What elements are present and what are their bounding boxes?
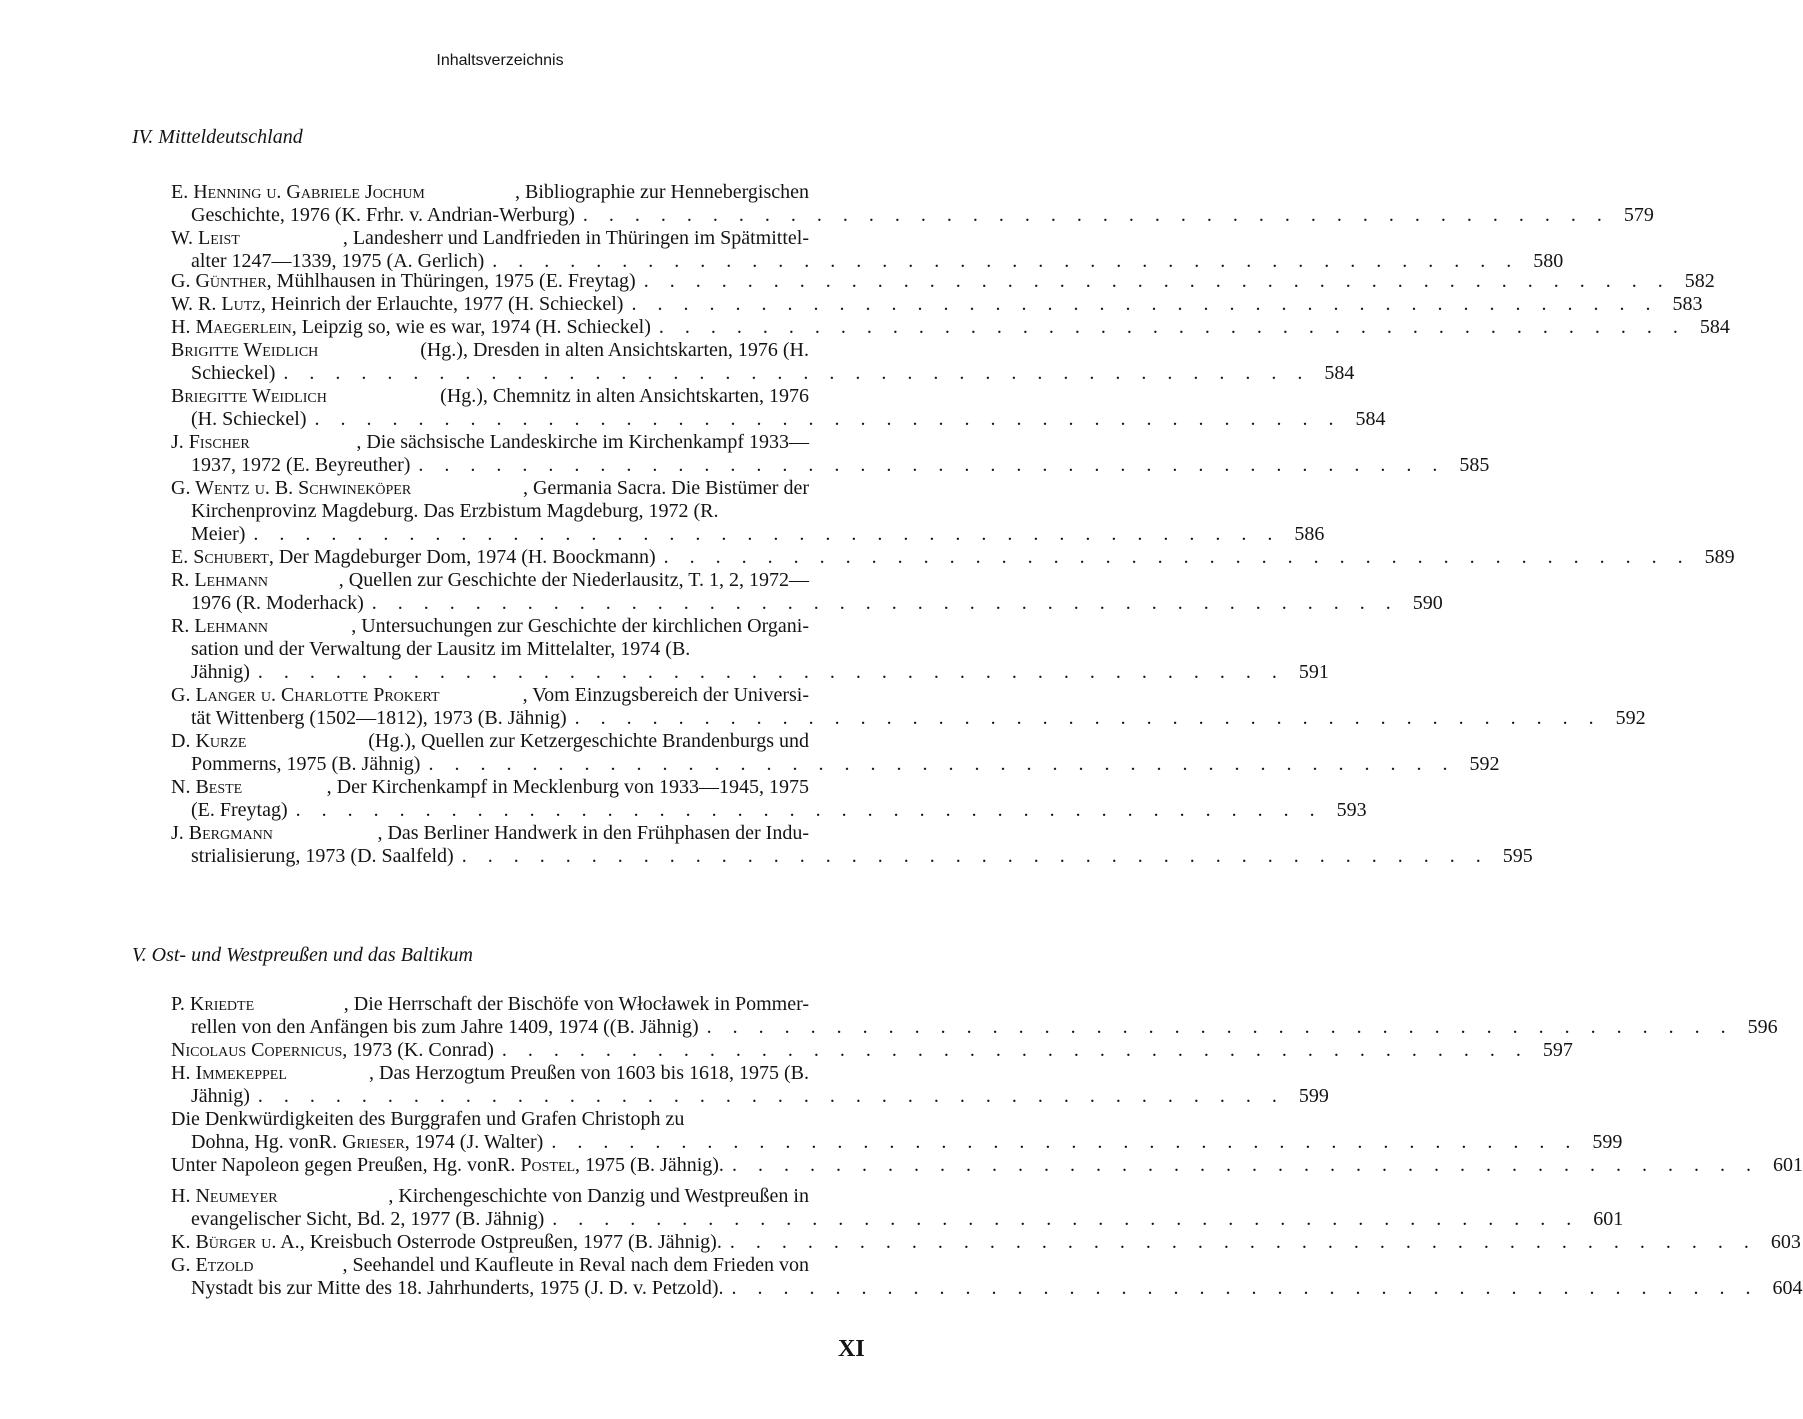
entry-title: , Seehandel und Kaufleute in Reval nach dem Frieden von <box>342 1254 809 1276</box>
entry-title-cont: , 1974 (J. Walter) <box>404 1131 544 1153</box>
toc-entry-line <box>171 615 871 638</box>
entry-page-number: 593 <box>1336 799 1367 821</box>
entry-author: W. Leist <box>171 227 240 249</box>
toc-entry-line <box>171 1108 871 1131</box>
dot-leader: . . . . . . . . . . . . . . . . . . . . . . . . . . . . . . . . . . . . . . . . <box>492 250 1520 272</box>
dot-leader: . . . . . . . . . . . . . . . . . . . . . . . . . . . . . . . . . . . . . . . . <box>314 408 1342 430</box>
toc-entry-line <box>171 1154 1803 1177</box>
entry-page-number: 582 <box>1684 270 1715 292</box>
entry-title: , Landesherr und Landfrieden in Thüringen im Spätmittel- <box>342 227 809 249</box>
entry-title: (Hg.), Quellen zur Ketzergeschichte Brandenburgs und <box>368 730 809 752</box>
section-heading-iv: IV. Mitteldeutschland <box>132 126 303 148</box>
toc-entry-line <box>171 408 1386 431</box>
dot-leader: . . . . . . . . . . . . . . . . . . . . . . . . . . . . . . . . . . . . . . . . <box>658 316 1686 338</box>
entry-page-number: 585 <box>1459 454 1490 476</box>
toc-entry[interactable] <box>171 822 1533 868</box>
entry-title: , Der Magdeburger Dom, 1974 (H. Boockmann) <box>268 546 656 568</box>
entry-title-cont: Meier) <box>191 523 246 545</box>
entry-page-number: 592 <box>1615 707 1646 729</box>
entry-title: , Die sächsische Landeskirche im Kirchenkampf 1933— <box>356 431 809 453</box>
entry-title-cont: Schieckel) <box>191 362 276 384</box>
entry-page-number: 590 <box>1412 592 1443 614</box>
toc-entry-line <box>171 523 1325 546</box>
entry-page-number: 604 <box>1772 1277 1803 1299</box>
entry-author: Briegitte Weidlich <box>171 385 327 407</box>
toc-entry[interactable] <box>171 1062 1329 1108</box>
entry-author: N. Beste <box>171 776 243 798</box>
entry-page-number: 599 <box>1592 1131 1623 1153</box>
toc-entry[interactable] <box>171 181 1654 227</box>
entry-page-number: 603 <box>1770 1231 1801 1253</box>
entry-author: R. Lehmann <box>171 569 268 591</box>
toc-entry[interactable] <box>171 431 1490 477</box>
toc-entry-line <box>171 822 871 845</box>
dot-leader: . . . . . . . . . . . . . . . . . . . . . . . . . . . . . . . . . . . . . . . . <box>418 454 1446 476</box>
toc-entry-line <box>171 569 871 592</box>
toc-entry-line <box>171 477 871 500</box>
entry-title-cont: Nystadt bis zur Mitte des 18. Jahrhunderts, 1975 (J. D. v. Petzold). <box>191 1277 724 1299</box>
toc-entry[interactable] <box>171 993 1778 1039</box>
dot-leader: . . . . . . . . . . . . . . . . . . . . . . . . . . . . . . . . . . . . . . . . <box>461 845 1489 867</box>
dot-leader: . . . . . . . . . . . . . . . . . . . . . . . . . . . . . . . . . . . . . . . . <box>643 270 1671 292</box>
entry-page-number: 584 <box>1355 408 1386 430</box>
dot-leader: . . . . . . . . . . . . . . . . . . . . . . . . . . . . . . . . . . . . . . . . <box>631 293 1659 315</box>
entry-title: , Heinrich der Erlauchte, 1977 (H. Schieckel) <box>260 293 624 315</box>
entry-title: , Bibliographie zur Hennebergischen <box>515 181 809 203</box>
entry-title: , Vom Einzugsbereich der Universi- <box>522 684 809 706</box>
entry-page-number: 580 <box>1533 250 1564 272</box>
entry-title: , Quellen zur Geschichte der Niederlausitz, T. 1, 2, 1972— <box>338 569 809 591</box>
toc-entry-line <box>171 1062 871 1085</box>
toc-entry-line <box>171 707 1646 730</box>
entry-page-number: 599 <box>1298 1085 1329 1107</box>
entry-title-cont: Geschichte, 1976 (K. Frhr. v. Andrian-Werburg) <box>191 204 575 226</box>
dot-leader: . . . . . . . . . . . . . . . . . . . . . . . . . . . . . . . . . . . . . . . . <box>428 753 1456 775</box>
toc-entry-line <box>171 661 1329 684</box>
entry-title-cont: Dohna, Hg. von <box>191 1131 319 1153</box>
entry-title-cont: 1937, 1972 (E. Beyreuther) <box>191 454 411 476</box>
entry-title-cont: Jähnig) <box>191 661 250 683</box>
entry-page-number: 591 <box>1298 661 1329 683</box>
entry-title-cont: Pommerns, 1975 (B. Jähnig) <box>191 753 421 775</box>
dot-leader: . . . . . . . . . . . . . . . . . . . . . . . . . . . . . . . . . . . . . . . . <box>371 592 1399 614</box>
entry-page-number: 597 <box>1542 1039 1573 1061</box>
dot-leader: . . . . . . . . . . . . . . . . . . . . . . . . . . . . . . . . . . . . . . . . <box>706 1016 1734 1038</box>
dot-leader: . . . . . . . . . . . . . . . . . . . . . . . . . . . . . . . . . . . . . . . . <box>731 1154 1759 1176</box>
toc-entry-line <box>171 776 871 799</box>
toc-entry-line <box>171 1131 1623 1154</box>
toc-entry[interactable] <box>171 1039 1573 1062</box>
toc-entry-line <box>171 362 1355 385</box>
toc-entry-line <box>171 1185 871 1208</box>
entry-author: R. Lehmann <box>171 615 268 637</box>
entry-page-number: 592 <box>1469 753 1500 775</box>
entry-author: P. Kriedte <box>171 993 255 1015</box>
toc-entry-line <box>171 339 871 362</box>
toc-entry-line <box>171 1208 1624 1231</box>
entry-author: H. Neumeyer <box>171 1185 278 1207</box>
entry-author: G. Etzold <box>171 1254 254 1276</box>
entry-title-cont: (H. Schieckel) <box>191 408 307 430</box>
dot-leader: . . . . . . . . . . . . . . . . . . . . . . . . . . . . . . . . . . . . . . . . <box>731 1277 1759 1299</box>
toc-entry-line <box>171 684 871 707</box>
toc-entry[interactable] <box>171 1254 1803 1300</box>
page-folio: XI <box>838 1336 865 1362</box>
entry-title: , Die Herrschaft der Bischöfe von Włocławek in Pommer- <box>343 993 809 1015</box>
toc-entry[interactable] <box>171 385 1386 431</box>
toc-entry-line <box>171 500 871 523</box>
dot-leader: . . . . . . . . . . . . . . . . . . . . . . . . . . . . . . . . . . . . . . . . <box>663 546 1691 568</box>
dot-leader: . . . . . . . . . . . . . . . . . . . . . . . . . . . . . . . . . . . . . . . . <box>574 707 1602 729</box>
toc-entry-line <box>171 1016 1778 1039</box>
toc-entry[interactable] <box>171 270 1715 293</box>
toc-entry[interactable] <box>171 339 1355 385</box>
entry-editor: R. Postel <box>497 1154 576 1176</box>
entry-title: , Der Kirchenkampf in Mecklenburg von 1933—1945, 1975 <box>326 776 809 798</box>
entry-author: W. R. Lutz <box>171 293 261 315</box>
entry-title-cont: , 1975 (B. Jähnig). <box>575 1154 724 1176</box>
dot-leader: . . . . . . . . . . . . . . . . . . . . . . . . . . . . . . . . . . . . . . . . <box>729 1231 1757 1253</box>
section-heading-v: V. Ost- und Westpreußen und das Baltikum <box>132 944 473 966</box>
entry-author: H. Maegerlein <box>171 316 292 338</box>
entry-title: , Untersuchungen zur Geschichte der kirchlichen Organi- <box>351 615 809 637</box>
toc-entry-line <box>171 753 1500 776</box>
toc-entry-line <box>171 293 1703 316</box>
toc-entry[interactable] <box>171 293 1703 316</box>
toc-entry[interactable] <box>171 546 1735 569</box>
toc-entry-line <box>171 730 871 753</box>
toc-entry[interactable] <box>171 776 1367 822</box>
dot-leader: . . . . . . . . . . . . . . . . . . . . . . . . . . . . . . . . . . . . . . . . <box>551 1131 1579 1153</box>
dot-leader: . . . . . . . . . . . . . . . . . . . . . . . . . . . . . . . . . . . . . . . . <box>283 362 1311 384</box>
toc-entry-line <box>171 1039 1573 1062</box>
entry-title: , Das Herzogtum Preußen von 1603 bis 1618, 1975 (B. <box>369 1062 809 1084</box>
entry-title-cont: strialisierung, 1973 (D. Saalfeld) <box>191 845 454 867</box>
toc-entry-line <box>171 1277 1803 1300</box>
entry-author: D. Kurze <box>171 730 247 752</box>
entry-author: G. Langer u. Charlotte Prokert <box>171 684 440 706</box>
entry-author: Brigitte Weidlich <box>171 339 319 361</box>
toc-entry[interactable] <box>171 1231 1801 1254</box>
toc-entry-line <box>171 431 871 454</box>
entry-author: K. Bürger u. A. <box>171 1231 300 1253</box>
toc-entry-line <box>171 1085 1329 1108</box>
toc-entry[interactable] <box>171 477 1325 546</box>
entry-author: J. Bergmann <box>171 822 273 844</box>
toc-entry-line <box>171 993 871 1016</box>
entry-page-number: 589 <box>1704 546 1735 568</box>
entry-title: , Kirchengeschichte von Danzig und Westpreußen in <box>388 1185 809 1207</box>
entry-title: , 1973 (K. Conrad) <box>342 1039 494 1061</box>
dot-leader: . . . . . . . . . . . . . . . . . . . . . . . . . . . . . . . . . . . . . . . . <box>253 523 1281 545</box>
entry-page-number: 595 <box>1502 845 1533 867</box>
entry-page-number: 584 <box>1324 362 1355 384</box>
entry-title-cont: evangelischer Sicht, Bd. 2, 1977 (B. Jähnig) <box>191 1208 545 1230</box>
dot-leader: . . . . . . . . . . . . . . . . . . . . . . . . . . . . . . . . . . . . . . . . <box>295 799 1323 821</box>
toc-entry-line <box>171 638 871 661</box>
dot-leader: . . . . . . . . . . . . . . . . . . . . . . . . . . . . . . . . . . . . . . . . <box>501 1039 1529 1061</box>
entry-page-number: 601 <box>1593 1208 1624 1230</box>
toc-entry-line <box>171 181 871 204</box>
toc-entry-line <box>171 270 1715 293</box>
toc-entry-line <box>171 592 1443 615</box>
entry-title: , Kreisbuch Osterrode Ostpreußen, 1977 (B. Jähnig). <box>299 1231 722 1253</box>
toc-entry-line <box>171 316 1730 339</box>
entry-author: E. Schubert <box>171 546 269 568</box>
entry-page-number: 596 <box>1747 1016 1778 1038</box>
toc-entry-line <box>171 1231 1801 1254</box>
toc-entry-line <box>171 845 1533 868</box>
entry-title: (Hg.), Dresden in alten Ansichtskarten, 1976 (H. <box>420 339 809 361</box>
toc-entry[interactable] <box>171 1154 1803 1177</box>
entry-author: E. Henning u. Gabriele Jochum <box>171 181 425 203</box>
entry-title-cont: Jähnig) <box>191 1085 250 1107</box>
toc-entry-line <box>171 227 871 250</box>
entry-title: , Germania Sacra. Die Bistümer der <box>522 477 809 499</box>
entry-editor: R. Grieser <box>318 1131 405 1153</box>
entry-title-cont: Kirchenprovinz Magdeburg. Das Erzbistum Magdeburg, 1972 (R. <box>191 500 719 522</box>
entry-author: G. Günther <box>171 270 267 292</box>
entry-author: G. Wentz u. B. Schwineköper <box>171 477 412 499</box>
toc-entry-line <box>171 204 1654 227</box>
dot-leader: . . . . . . . . . . . . . . . . . . . . . . . . . . . . . . . . . . . . . . . . <box>552 1208 1580 1230</box>
toc-entry[interactable] <box>171 1108 1623 1154</box>
entry-title-cont: sation und der Verwaltung der Lausitz im Mittelalter, 1974 (B. <box>191 638 691 660</box>
entry-title: Die Denkwürdigkeiten des Burggrafen und Grafen Christoph zu <box>171 1108 685 1130</box>
toc-entry-line <box>171 546 1735 569</box>
entry-page-number: 579 <box>1623 204 1654 226</box>
toc-entry[interactable] <box>171 569 1443 615</box>
entry-page-number: 584 <box>1699 316 1730 338</box>
entry-page-number: 601 <box>1772 1154 1803 1176</box>
entry-page-number: 586 <box>1294 523 1325 545</box>
entry-title: (Hg.), Chemnitz in alten Ansichtskarten, 1976 <box>440 385 809 407</box>
entry-author: Nicolaus Copernicus <box>171 1039 343 1061</box>
toc-entry[interactable] <box>171 227 1564 273</box>
entry-title-cont: 1976 (R. Moderhack) <box>191 592 364 614</box>
toc-entry[interactable] <box>171 316 1730 339</box>
toc-entry[interactable] <box>171 730 1500 776</box>
toc-entry[interactable] <box>171 615 1329 684</box>
entry-title-cont: rellen von den Anfängen bis zum Jahre 1409, 1974 ((B. Jähnig) <box>191 1016 699 1038</box>
entry-title: , Das Berliner Handwerk in den Frühphasen der Indu- <box>377 822 809 844</box>
dot-leader: . . . . . . . . . . . . . . . . . . . . . . . . . . . . . . . . . . . . . . . . <box>257 661 1285 683</box>
toc-entry[interactable] <box>171 684 1646 730</box>
toc-entry[interactable] <box>171 1185 1624 1231</box>
entry-author: J. Fischer <box>171 431 250 453</box>
entry-title: , Leipzig so, wie es war, 1974 (H. Schieckel) <box>291 316 651 338</box>
dot-leader: . . . . . . . . . . . . . . . . . . . . . . . . . . . . . . . . . . . . . . . . <box>257 1085 1285 1107</box>
toc-entry-line <box>171 454 1490 477</box>
entry-title-cont: alter 1247—1339, 1975 (A. Gerlich) <box>191 250 485 272</box>
entry-title: Unter Napoleon gegen Preußen, Hg. von <box>171 1154 498 1176</box>
entry-title-cont: tät Wittenberg (1502—1812), 1973 (B. Jähnig) <box>191 707 567 729</box>
toc-entry-line <box>171 799 1367 822</box>
toc-entry-line <box>171 1254 871 1277</box>
entry-author: H. Immekeppel <box>171 1062 287 1084</box>
toc-entry-line <box>171 385 871 408</box>
entry-page-number: 583 <box>1672 293 1703 315</box>
running-head: Inhaltsverzeichnis <box>436 52 564 69</box>
entry-title-cont: (E. Freytag) <box>191 799 288 821</box>
dot-leader: . . . . . . . . . . . . . . . . . . . . . . . . . . . . . . . . . . . . . . . . <box>582 204 1610 226</box>
entry-title: , Mühlhausen in Thüringen, 1975 (E. Freytag) <box>266 270 636 292</box>
